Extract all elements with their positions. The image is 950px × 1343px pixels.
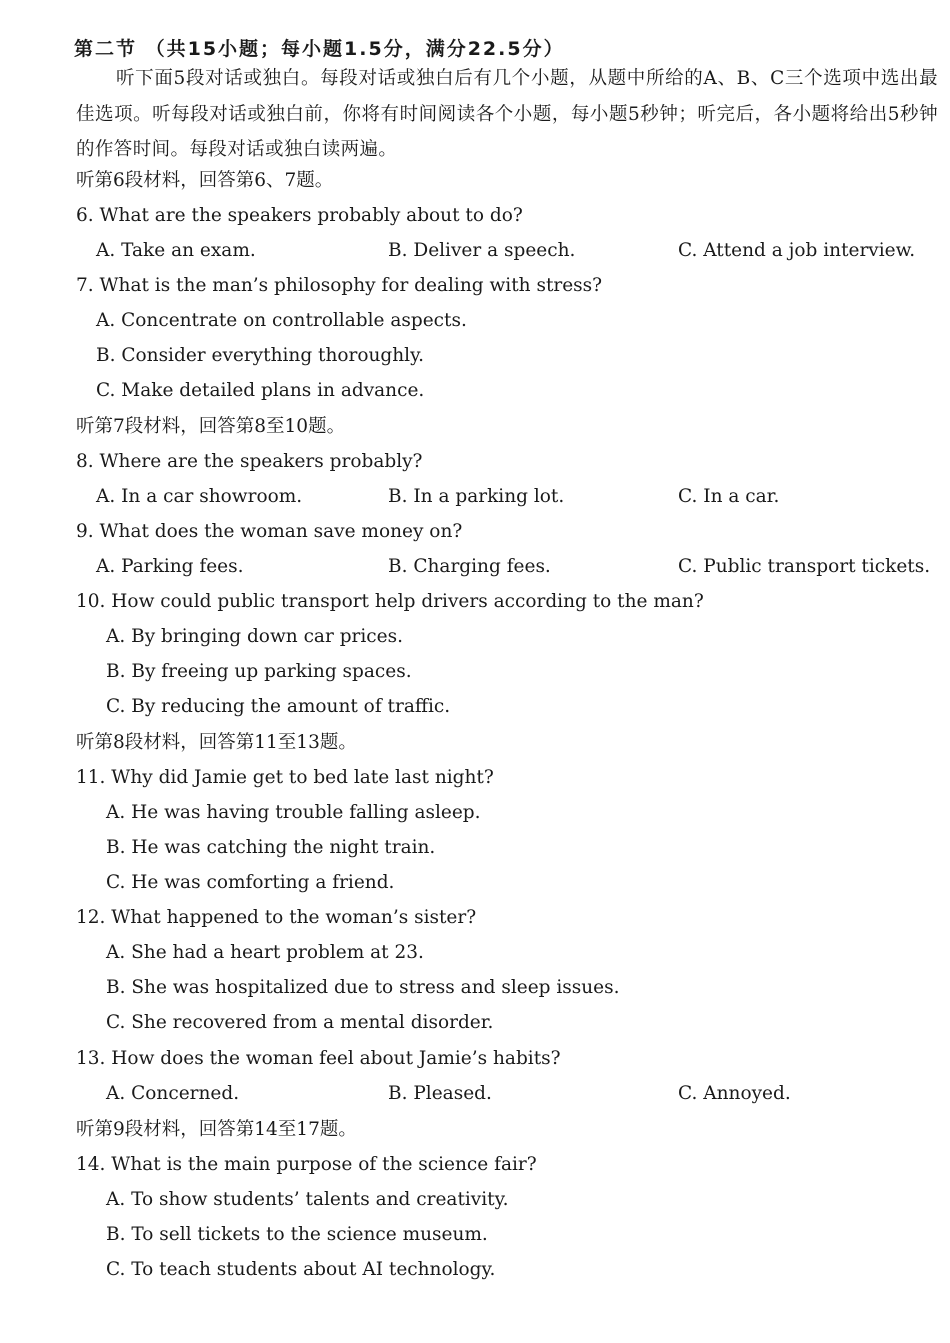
option-b: B. He was catching the night train. [106,837,436,858]
option-b: B. Pleased. [388,1083,492,1104]
question-text: 10. How could public transport help drivers according to the man? [76,591,704,612]
question-text: 7. What is the man’s philosophy for dealing with stress? [76,275,603,296]
option-b: B. Charging fees. [388,556,551,577]
question-text: 14. What is the main purpose of the science fair? [76,1154,537,1175]
question-text: 11. Why did Jamie get to bed late last night? [76,767,494,788]
option-a: A. Parking fees. [96,556,244,577]
option-c: C. To teach students about AI technology. [106,1259,496,1280]
option-c: C. Annoyed. [678,1083,791,1104]
option-c: C. In a car. [678,486,780,507]
question-text: 9. What does the woman save money on? [76,521,463,542]
option-a: A. He was having trouble falling asleep. [106,802,481,823]
option-a: A. Take an exam. [96,240,256,261]
option-a: A. Concentrate on controllable aspects. [96,310,467,331]
option-c: C. She recovered from a mental disorder. [106,1012,494,1033]
section-instruction: 听第7段材料，回答第8至10题。 [76,416,346,437]
option-a: A. By bringing down car prices. [106,626,403,647]
question-text: 13. How does the woman feel about Jamie’s habits? [76,1048,561,1069]
option-b: B. By freeing up parking spaces. [106,661,412,682]
option-b: B. Deliver a speech. [388,240,576,261]
option-c: C. By reducing the amount of traffic. [106,696,451,717]
option-c: C. Make detailed plans in advance. [96,380,425,401]
section-instruction: 听第6段材料，回答第6、7题。 [76,170,334,191]
option-b: B. She was hospitalized due to stress and sleep issues. [106,977,620,998]
section-instruction: 听第9段材料，回答第14至17题。 [76,1119,357,1140]
option-c: C. He was comforting a friend. [106,872,395,893]
section-header-cut: 第二节 （共15小题；每小题1.5分，满分22.5分） [74,38,565,60]
question-text: 12. What happened to the woman’s sister? [76,907,477,928]
question-text: 8. Where are the speakers probably? [76,451,423,472]
option-a: A. In a car showroom. [96,486,303,507]
section-instruction: 听第8段材料，回答第11至13题。 [76,732,357,753]
option-b: B. To sell tickets to the science museum. [106,1224,488,1245]
question-text: 6. What are the speakers probably about to do? [76,205,523,226]
option-a: A. Concerned. [106,1083,240,1104]
option-c: C. Public transport tickets. [678,556,931,577]
instructions-paragraph: 听下面5段对话或独白。每段对话或独白后有几个小题，从题中所给的A、B、C三个选项中选出最佳选项。听每段对话或独白前，你将有时间阅读各个小题，每小题5秒钟；听完后，各小题将给出5秒钟的作答时间。每段对话或独白读两遍。 [76,68,938,160]
option-c: C. Attend a job interview. [678,240,916,261]
option-a: A. She had a heart problem at 23. [106,942,424,963]
option-b: B. Consider everything thoroughly. [96,345,424,366]
option-a: A. To show students’ talents and creativity. [106,1189,509,1210]
option-b: B. In a parking lot. [388,486,565,507]
